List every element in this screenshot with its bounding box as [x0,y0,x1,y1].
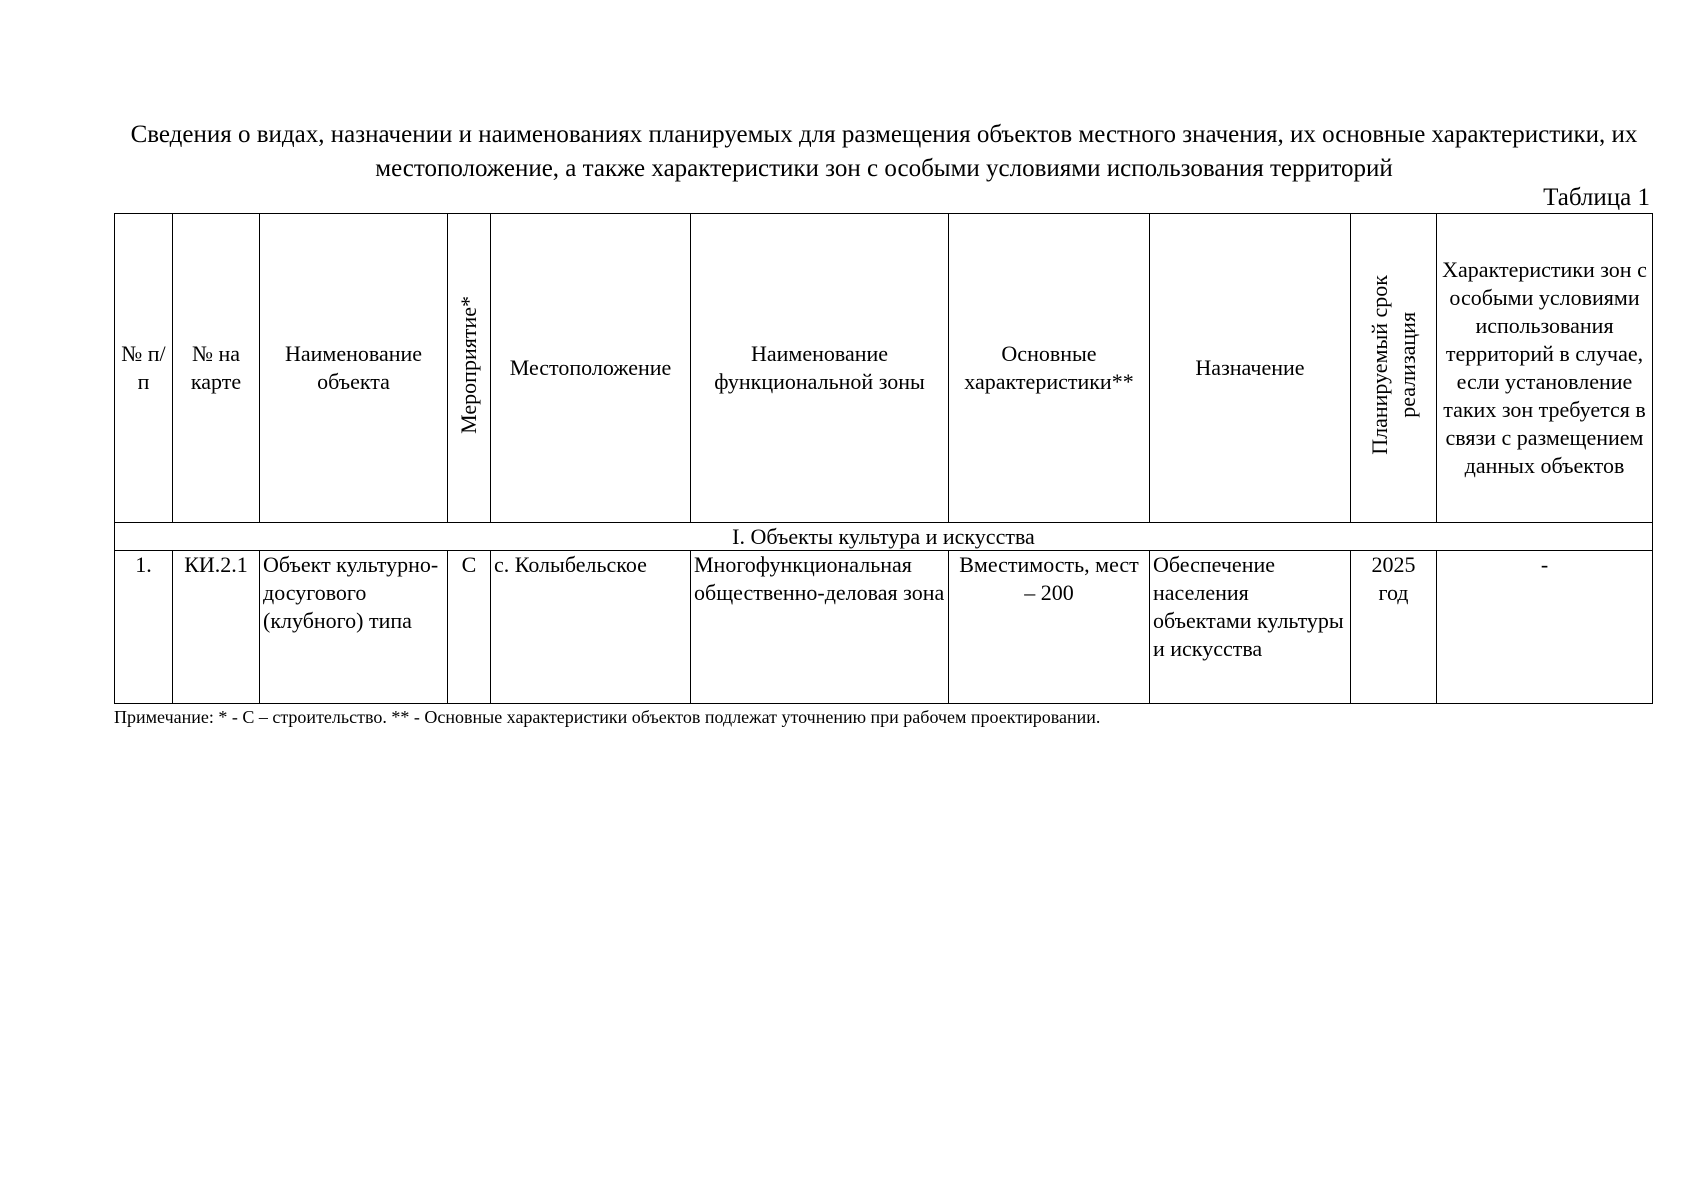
header-purpose: Назначение [1150,214,1351,523]
header-term: Планируемый срок реализация [1366,274,1420,455]
header-measure-cell [448,214,491,523]
header-zone-characteristics: Характеристики зон с особыми условиями использования территорий в случае, если установление таких зон требуется в связи с размещением данных объектов [1437,214,1653,523]
cell-term: 2025 год [1351,551,1437,704]
header-term-cell [1351,214,1437,523]
header-characteristics: Основные характеристики** [949,214,1150,523]
table-caption: Таблица 1 [1543,184,1650,211]
cell-location: с. Колыбельское [491,551,691,704]
header-location: Местоположение [491,214,691,523]
table-row [115,551,1653,704]
header-zone-name: Наименование функциональной зоны [691,214,949,523]
cell-zone-characteristics: - [1437,551,1653,704]
cell-num: 1. [115,551,173,704]
header-map-num: № на карте [173,214,260,523]
section-row [115,523,1653,551]
header-object-name: Наименование объекта [260,214,448,523]
objects-table [114,213,1653,704]
cell-map-num: КИ.2.1 [173,551,260,704]
page-title: Сведения о видах, назначении и наименованиях планируемых для размещения объектов местного значения, их основные характеристики, их местоположение, а также характеристики зон с особыми условиями использования территорий [130,121,1638,182]
cell-object-name: Объект культурно-досугового (клубного) типа [260,551,448,704]
header-measure: Мероприятие* [456,295,481,434]
cell-zone-name: Многофункциональная общественно-деловая зона [691,551,949,704]
cell-measure: С [448,551,491,704]
header-num: № п/п [115,214,173,523]
section-title: I. Объекты культура и искусства [115,523,1653,551]
cell-purpose: Обеспечение населения объектами культуры и искусства [1150,551,1351,704]
table-note: Примечание: * - С – строительство. ** - Основные характеристики объектов подлежат уточнению при рабочем проектировании. [114,707,1101,727]
cell-characteristics: Вместимость, мест – 200 [949,551,1150,704]
table-header-row [115,214,1653,523]
